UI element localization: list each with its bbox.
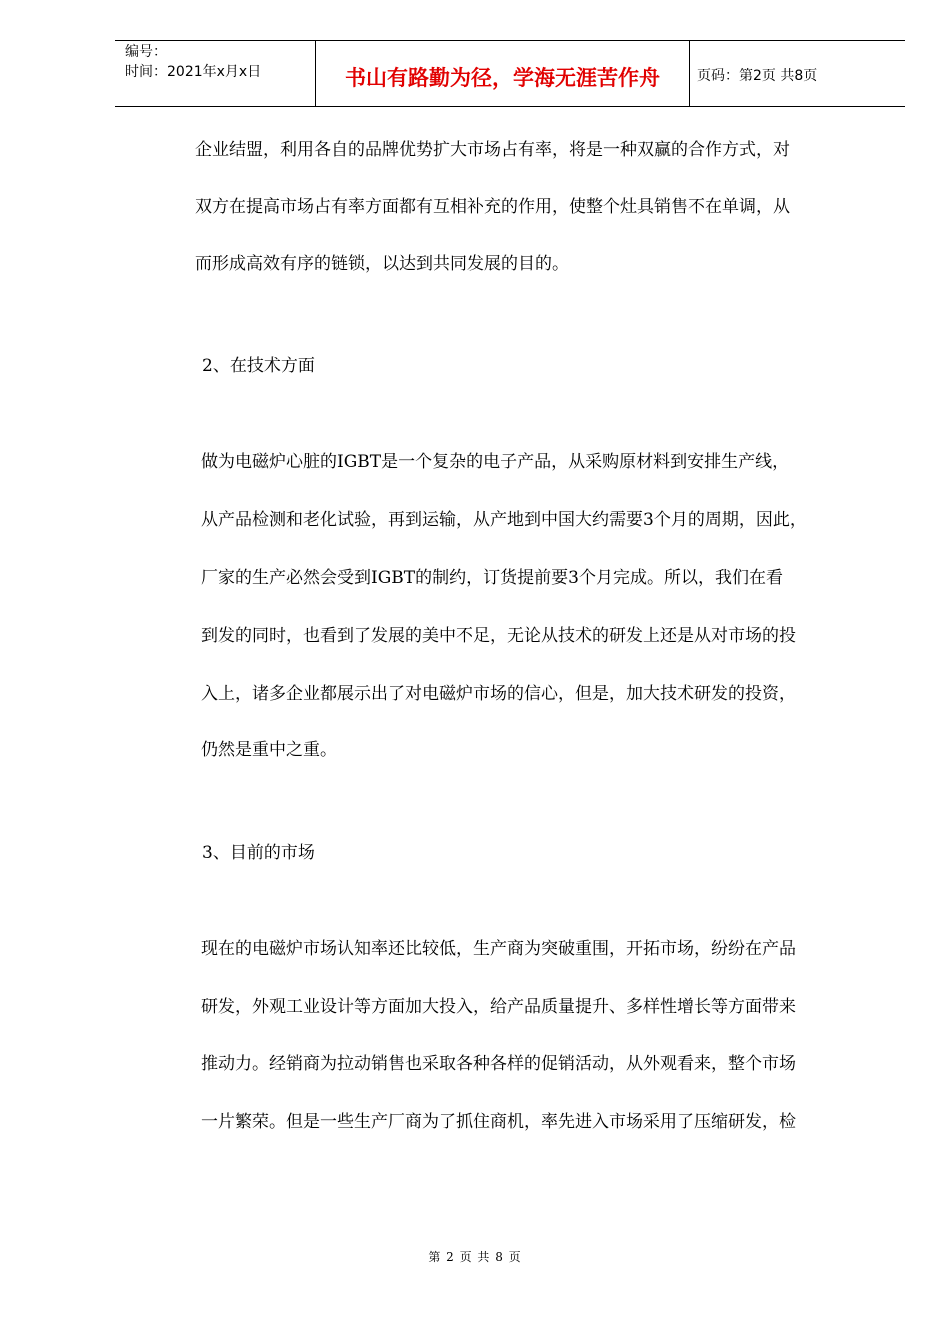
page-label: 页码：第2页 共8页	[697, 68, 818, 84]
para3-line: 推动力。经销商为拉动销售也采取各种各样的促销活动，从外观看来，整个市场	[201, 1054, 796, 1074]
para2-line: 到发的同时，也看到了发展的美中不足，无论从技术的研发上还是从对市场的投	[201, 626, 796, 646]
page-header	[115, 40, 905, 107]
para2-line: 入上，诸多企业都展示出了对电磁炉市场的信心，但是，加大技术研发的投资，	[201, 684, 796, 704]
section-heading-3: 3、目前的市场	[202, 843, 315, 863]
para3-line: 现在的电磁炉市场认知率还比较低，生产商为突破重围，开拓市场，纷纷在产品	[201, 939, 796, 959]
header-meta-cell	[115, 41, 316, 106]
header-page-cell	[690, 41, 905, 106]
para2-line: 做为电磁炉心脏的IGBT是一个复杂的电子产品，从采购原材料到安排生产线，	[201, 452, 790, 472]
para3-line: 一片繁荣。但是一些生产厂商为了抓住商机，率先进入市场采用了压缩研发，检	[201, 1112, 796, 1132]
page-footer: 第 2 页 共 8 页	[428, 1250, 522, 1264]
code-label: 编号：	[125, 44, 167, 60]
para3-line: 研发，外观工业设计等方面加大投入，给产品质量提升、多样性增长等方面带来	[201, 997, 796, 1017]
header-motto-cell	[316, 41, 690, 106]
motto: 书山有路勤为径，学海无涯苦作舟	[345, 65, 660, 90]
para1-line: 双方在提高市场占有率方面都有互相补充的作用，使整个灶具销售不在单调，从	[195, 197, 790, 217]
para2-line: 仍然是重中之重。	[201, 740, 337, 760]
para1-line: 企业结盟，利用各自的品牌优势扩大市场占有率，将是一种双赢的合作方式，对	[195, 140, 790, 160]
para1-line: 而形成高效有序的链锁，以达到共同发展的目的。	[195, 254, 569, 274]
para2-line: 厂家的生产必然会受到IGBT的制约，订货提前要3个月完成。所以，我们在看	[201, 568, 783, 588]
para2-line: 从产品检测和老化试验，再到运输，从产地到中国大约需要3个月的周期，因此，	[201, 510, 807, 530]
section-heading-2: 2、在技术方面	[202, 356, 315, 376]
time-label: 时间：2021年x月x日	[125, 64, 262, 80]
